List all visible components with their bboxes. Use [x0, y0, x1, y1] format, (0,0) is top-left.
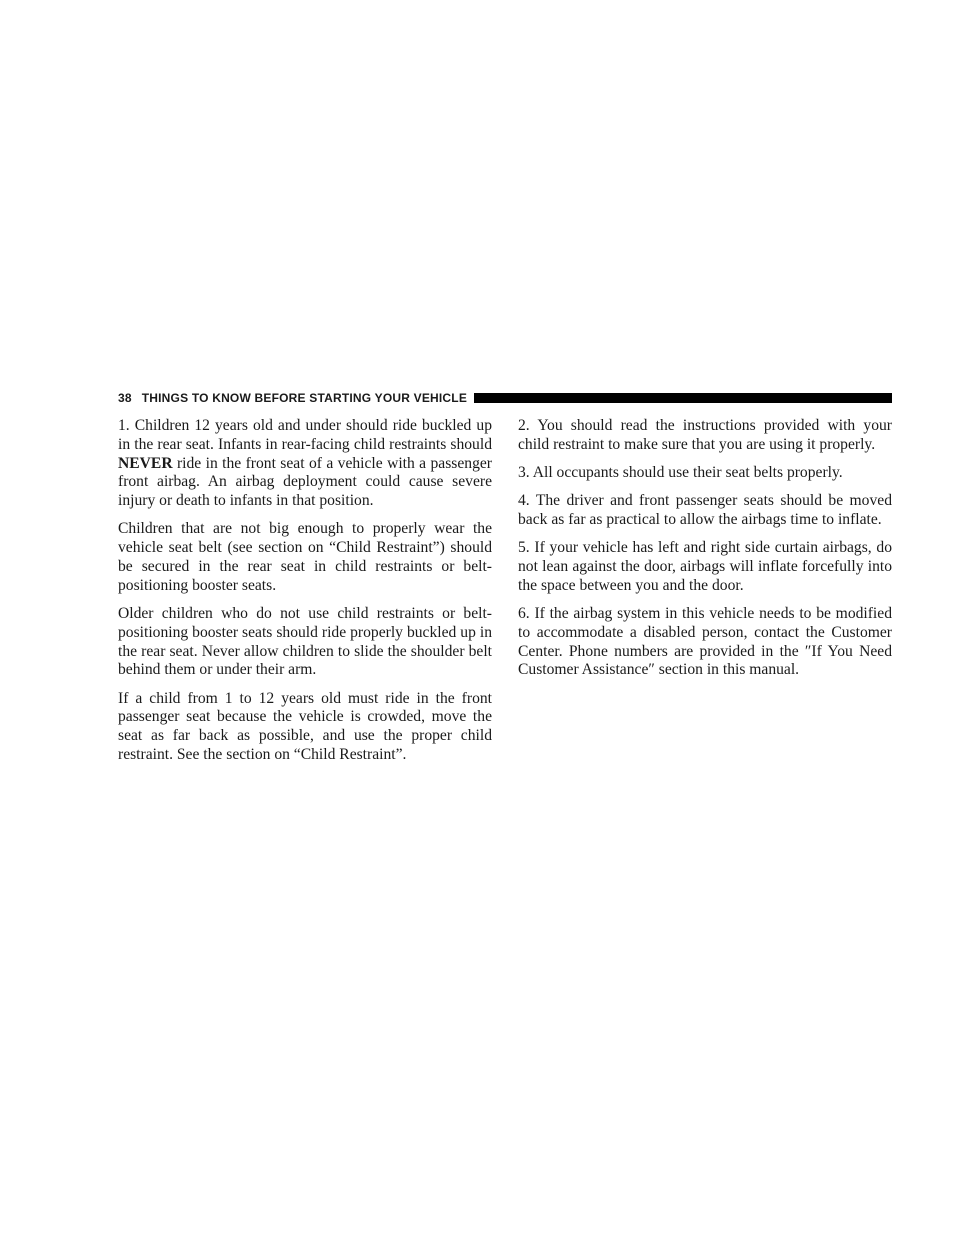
paragraph-older-children: Older children who do not use child restraints or belt-positioning booster seats should ride properly buckled up in the rear seat. Never allow children to slide the shoulder belt behind them or under their arm. — [118, 604, 492, 679]
paragraph-item-1 — [118, 417, 492, 511]
header-rule-bar — [474, 393, 892, 403]
right-column — [518, 417, 892, 690]
page-number: 38 — [118, 390, 132, 405]
item-1-text-end: ride in the front seat of a vehicle with a passenger front airbag. An airbag deployment could cause severe injury or death to infants in that position. — [118, 454, 492, 510]
paragraph-item-3: 3. All occupants should use their seat belts properly. — [518, 463, 843, 481]
paragraph-front-seat-child: If a child from 1 to 12 years old must ride in the front passenger seat because the vehicle is crowded, move the seat as far back as possible, and use the proper child restraint. See the section on “Child Restraint”. — [118, 689, 492, 763]
paragraph-item-6: 6. If the airbag system in this vehicle needs to be modified to accommodate a disabled person, contact the Customer Center. Phone numbers are provided in the ″If You Need Customer Assistance″ section in this manual. — [518, 604, 892, 679]
paragraph-booster-seats: Children that are not big enough to properly wear the vehicle seat belt (see section on “Child Restraint”) should be secured in the rear seat in child restraints or belt-positioning booster seats. — [118, 520, 492, 594]
paragraph-item-5: 5. If your vehicle has left and right side curtain airbags, do not lean against the door, airbags will inflate forcefully into the space between you and the door. — [518, 539, 892, 594]
left-column — [118, 417, 492, 774]
section-title: THINGS TO KNOW BEFORE STARTING YOUR VEHICLE — [141, 390, 468, 405]
page-header — [118, 389, 892, 406]
emphasis-never: NEVER — [118, 454, 173, 472]
paragraph-item-4: 4. The driver and front passenger seats should be moved back as far as practical to allow the airbags time to inflate. — [518, 492, 892, 528]
paragraph-item-2: 2. You should read the instructions provided with your child restraint to make sure that you are using it properly. — [518, 417, 892, 453]
item-1-text-start: 1. Children 12 years old and under should ride buckled up in the rear seat. Infants in rear-facing child restraints should — [118, 417, 492, 453]
